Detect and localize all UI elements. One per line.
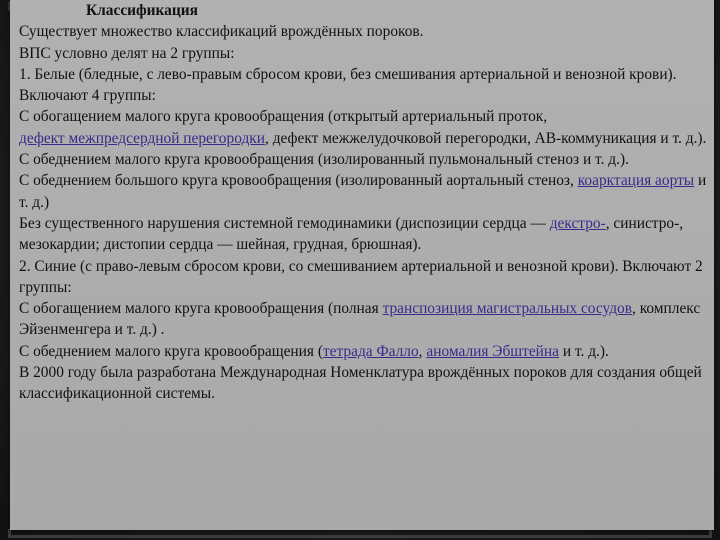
paragraph-blue-defects: 2. Синие (с право-левым сбросом крови, со смешиванием артериальной и венозной крови). Включают 2 группы: [19,257,703,296]
paragraph-intro: Существует множество классификаций врождённых пороков. [19,23,424,41]
paragraph-white-group-4 [19,213,709,256]
link-transposition-great-vessels[interactable]: транспозиция магистральных сосудов [382,300,633,318]
paragraph-nomenclature: В 2000 году была разработана Международная Номенклатура врождённых пороков для создания общей классификационной системы. [19,364,702,403]
link-dextro[interactable]: декстро- [549,214,606,232]
link-tetralogy-of-fallot[interactable]: тетрада Фалло [322,342,419,360]
text-segment: , комплекс Эйзенменгера и т. д.) . [19,300,701,339]
paragraph-white-defects: 1. Белые (бледные, с лево-правым сбросом крови, без смешивания артериальной и венозной крови). Включают 4 группы: [19,65,677,105]
text-segment: С обогащением малого круга кровообращения (открытый артериальный проток, [19,108,548,126]
text-segment: Без существенного нарушения системной гемодинамики (диспозиции сердца — [19,214,546,232]
slide-text [19,0,709,405]
frame-bottom-bracket [8,529,712,538]
text-segment: , [418,342,423,360]
paragraph-blue-group-2 [19,341,709,362]
link-atrial-septal-defect[interactable]: дефект межпредсердной перегородки [19,129,265,147]
link-ebstein-anomaly[interactable]: аномалия Эбштейна [426,342,559,360]
content-panel [10,0,714,530]
text-segment: С обеднением большого круга кровообращения (изолированный аортальный стеноз, [19,172,574,190]
paragraph-white-group-1 [19,106,709,149]
paragraph-white-group-3 [19,170,709,213]
paragraph-groups: ВПС условно делят на 2 группы: [19,44,235,62]
text-segment: , дефект межжелудочковой перегородки, АВ-коммуникация и т. д.). [265,129,707,147]
text-segment: С обогащением малого круга кровообращения (полная [19,300,379,318]
text-segment: и т. д.). [559,342,609,360]
slide-title: Классификация [86,2,198,19]
text-segment: С обеднением малого круга кровообращения ( [19,342,323,360]
text-segment: , синистро-, мезокардии; дистопии сердца — шейная, грудная, брюшная). [19,214,684,254]
text-segment: и т. д.) [19,172,707,211]
paragraph-blue-group-1 [19,298,709,341]
paragraph-white-group-2: С обеднением малого круга кровообращения (изолированный пульмональный стеноз и т. д.). [19,151,629,169]
link-coarctation-of-aorta[interactable]: коарктация аорты [577,172,695,190]
